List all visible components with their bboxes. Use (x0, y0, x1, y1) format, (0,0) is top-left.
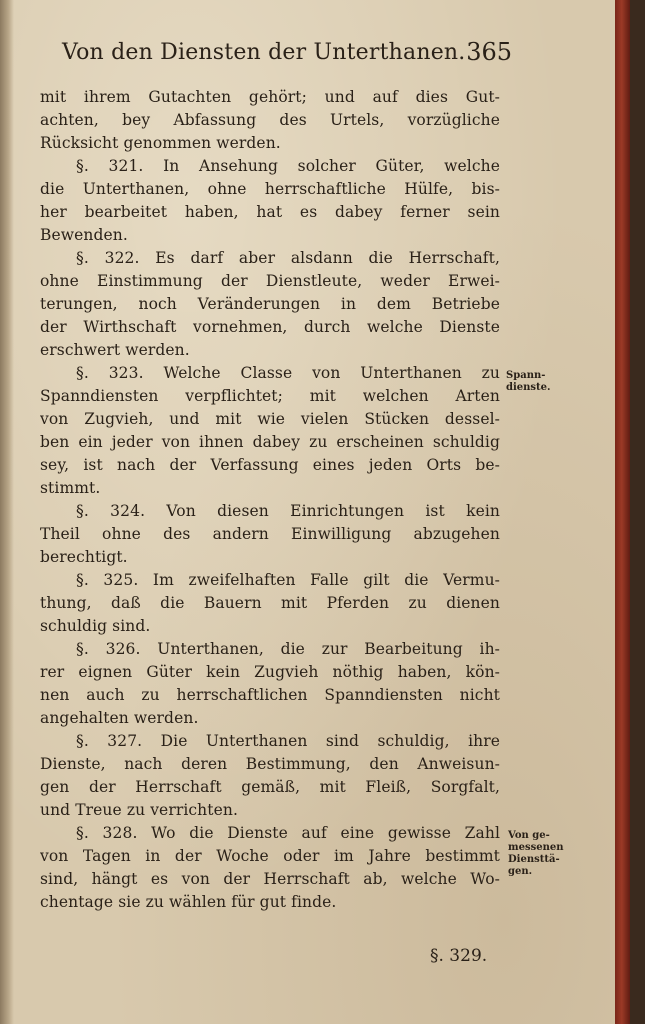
text-line: und Treue zu verrichten. (40, 801, 238, 819)
text-line: sind, hängt es von der Herrschaft ab, welche Wo- (40, 870, 500, 888)
margin-note-line: messenen (508, 842, 564, 853)
margin-note-line: dienste. (506, 382, 551, 393)
paragraph-324-start: §. 324. Von diesen Einrichtungen ist kein (76, 502, 500, 520)
text-line: berechtigt. (40, 548, 128, 566)
text-line: die Unterthanen, ohne herrschaftliche Hülfe, bis- (40, 180, 500, 198)
text-line: Spanndiensten verpflichtet; mit welchen Arten (40, 387, 500, 405)
text-line: Dienste, nach deren Bestimmung, den Anweisun- (40, 755, 500, 773)
text-line: terungen, noch Veränderungen in dem Betriebe (40, 295, 500, 313)
text-line: thung, daß die Bauern mit Pferden zu dienen (40, 594, 500, 612)
text-line: Theil ohne des andern Einwilligung abzugehen (40, 525, 500, 543)
text-line: der Wirthschaft vornehmen, durch welche Dienste (40, 318, 500, 336)
text-line: nen auch zu herrschaftlichen Spanndiensten nicht (40, 686, 500, 704)
body-text (40, 86, 500, 914)
text-line: chentage sie zu wählen für gut finde. (40, 893, 337, 911)
text-line: von Zugvieh, und mit wie vielen Stücken dessel- (40, 410, 500, 428)
text-line: erschwert werden. (40, 341, 190, 359)
margin-note-gemessene-diensttage (508, 830, 563, 878)
margin-note-line: gen. (508, 866, 533, 877)
running-title: Von den Diensten der Unterthanen. (62, 40, 466, 65)
paragraph-326-start: §. 326. Unterthanen, die zur Bearbeitung ih- (76, 640, 500, 658)
text-line: rer eignen Güter kein Zugvieh nöthig haben, kön- (40, 663, 500, 681)
text-line: sey, ist nach der Verfassung eines jeden Orts be- (40, 456, 500, 474)
margin-note-spanndienste (506, 370, 551, 394)
margin-note-line: Diensttä- (508, 854, 560, 865)
text-line: achten, bey Abfassung des Urtels, vorzügliche (40, 111, 500, 129)
catchword: §. 329. (430, 946, 488, 966)
page-header (52, 40, 512, 80)
paragraph-321-start: §. 321. In Ansehung solcher Güter, welche (76, 157, 500, 175)
paragraph-328-start: §. 328. Wo die Dienste auf eine gewisse Zahl (76, 824, 500, 842)
text-line: ohne Einstimmung der Dienstleute, weder Erwei- (40, 272, 500, 290)
page-number: 365 (466, 38, 512, 66)
text-line: Rücksicht genommen werden. (40, 134, 281, 152)
text-line: Bewenden. (40, 226, 128, 244)
paragraph-322-start: §. 322. Es darf aber alsdann die Herrschaft, (76, 249, 500, 267)
page-binding-shadow (0, 0, 14, 1024)
text-line: von Tagen in der Woche oder im Jahre bestimmt (40, 847, 500, 865)
book-edge (615, 0, 630, 1024)
paragraph-323-start: §. 323. Welche Classe von Unterthanen zu (76, 364, 500, 382)
text-line: angehalten werden. (40, 709, 199, 727)
text-line: schuldig sind. (40, 617, 151, 635)
text-line: gen der Herrschaft gemäß, mit Fleiß, Sorgfalt, (40, 778, 500, 796)
margin-note-line: Von ge- (508, 830, 550, 841)
text-line: mit ihrem Gutachten gehört; und auf dies Gut- (40, 88, 500, 106)
text-line: ben ein jeder von ihnen dabey zu erscheinen schuldig (40, 433, 500, 451)
paragraph-325-start: §. 325. Im zweifelhaften Falle gilt die Vermu- (76, 571, 500, 589)
text-line: her bearbeitet haben, hat es dabey ferner sein (40, 203, 500, 221)
paragraph-327-start: §. 327. Die Unterthanen sind schuldig, ihre (76, 732, 500, 750)
margin-note-line: Spann- (506, 370, 546, 381)
text-line: stimmt. (40, 479, 101, 497)
